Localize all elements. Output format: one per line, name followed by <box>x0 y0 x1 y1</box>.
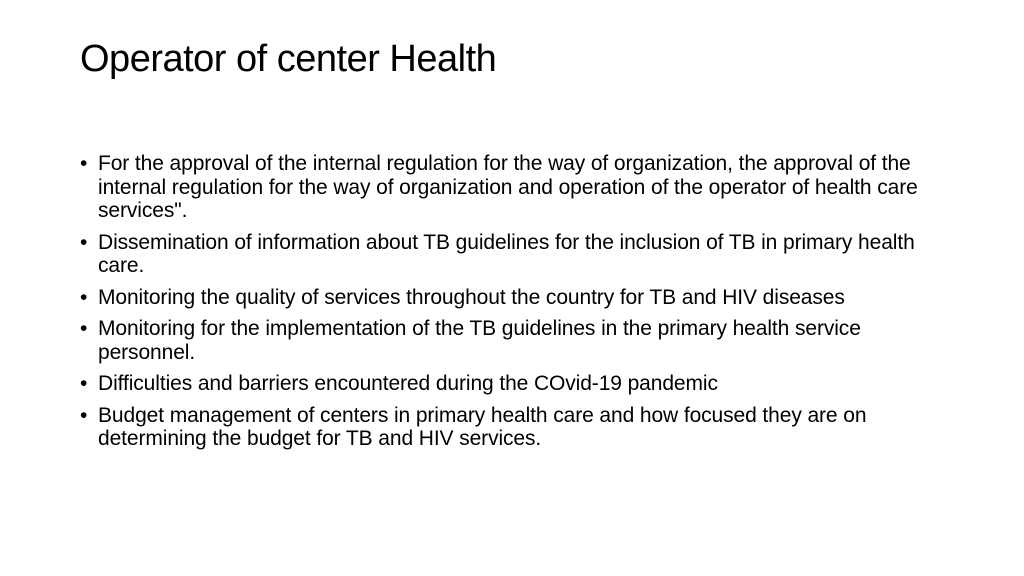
bullet-icon: • <box>80 372 88 395</box>
slide-title: Operator of center Health <box>80 38 497 80</box>
bullet-text: Difficulties and barriers encountered during the COvid-19 pandemic <box>98 372 718 395</box>
bullet-text: Monitoring the quality of services throughout the country for TB and HIV diseases <box>98 285 845 309</box>
bullet-item <box>80 317 950 364</box>
bullet-item <box>80 404 950 451</box>
bullet-text: Budget management of centers in primary health care and how focused they are on determining the budget for TB and HIV services. <box>98 403 867 450</box>
bullet-text: Dissemination of information about TB guidelines for the inclusion of TB in primary health care. <box>98 230 915 277</box>
bullet-list <box>80 152 950 459</box>
bullet-icon: • <box>80 285 88 309</box>
bullet-item <box>80 286 950 310</box>
bullet-item <box>80 372 950 396</box>
bullet-text: For the approval of the internal regulation for the way of organization, the approval of the internal regulation for the way of organization and operation of the operator of health care services". <box>98 152 918 222</box>
bullet-item <box>80 231 950 278</box>
bullet-item <box>80 152 950 223</box>
bullet-text: Monitoring for the implementation of the TB guidelines in the primary health service personnel. <box>98 317 861 364</box>
bullet-icon: • <box>80 152 88 175</box>
bullet-icon: • <box>80 317 88 340</box>
bullet-icon: • <box>80 230 88 254</box>
bullet-icon: • <box>80 403 88 427</box>
